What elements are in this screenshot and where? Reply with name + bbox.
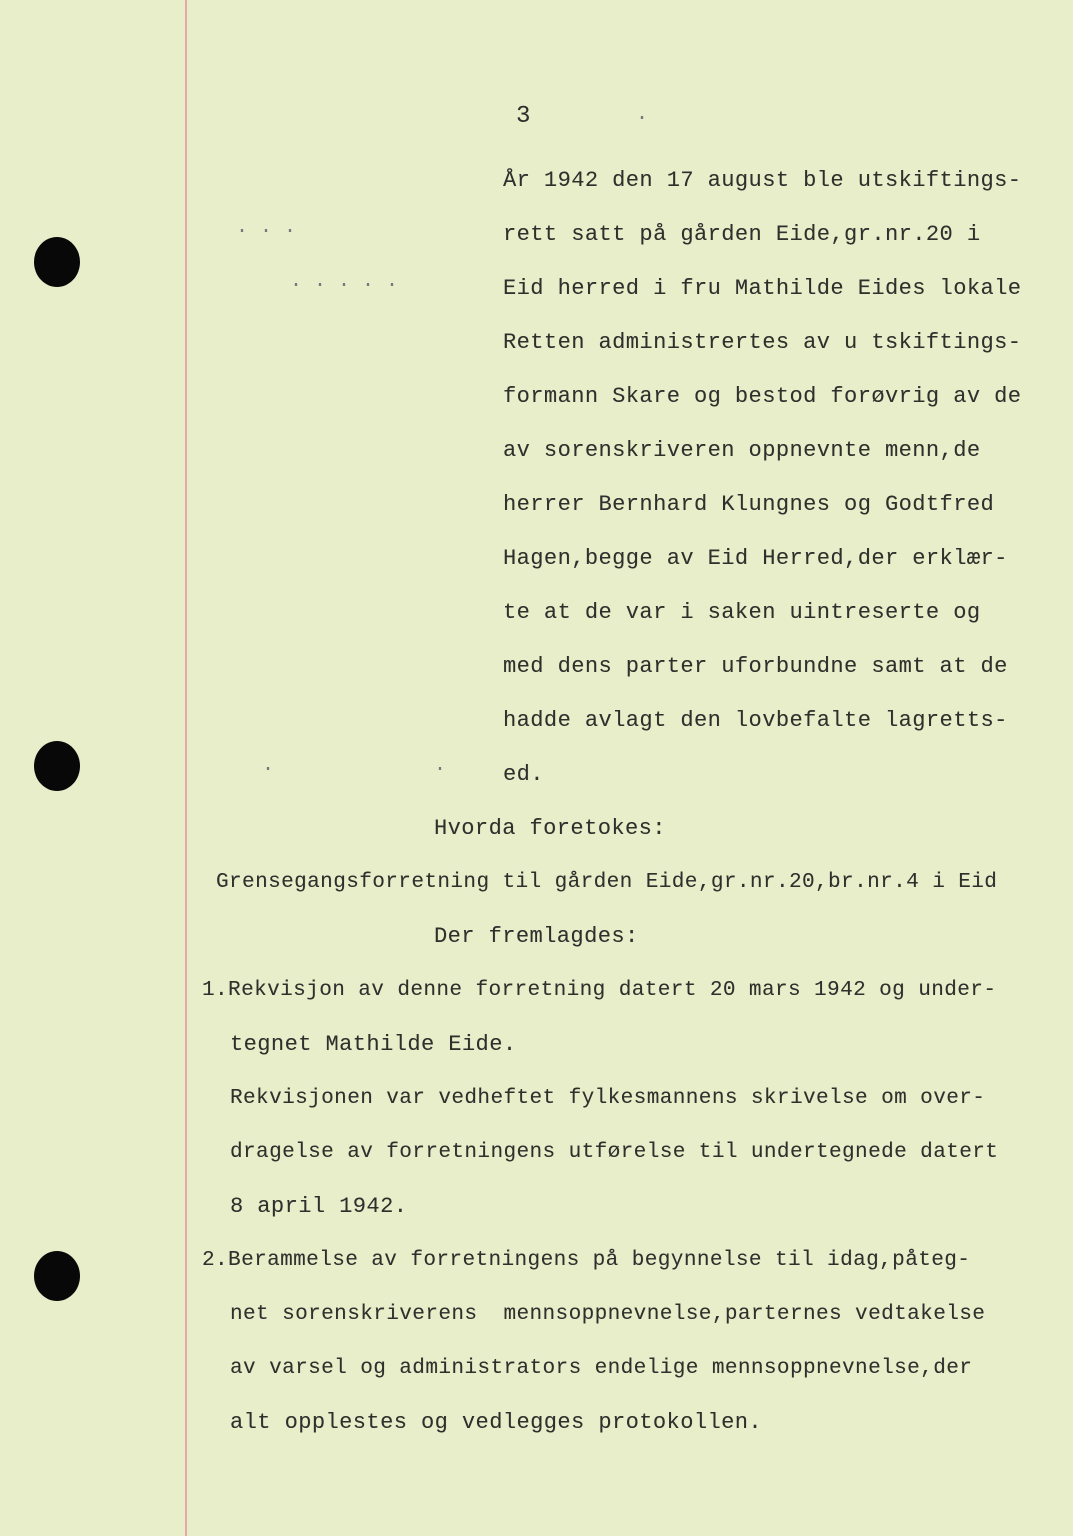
section-heading-foretokes: Hvorda foretokes: bbox=[434, 816, 666, 841]
punch-hole-top bbox=[34, 237, 80, 287]
text-line-22: net sorenskriverens mennsoppnevnelse,parternes vedtakelse bbox=[230, 1303, 986, 1326]
page-number: 3 bbox=[516, 103, 531, 130]
section-heading-fremlagdes: Der fremlagdes: bbox=[434, 924, 639, 949]
text-line-3: Eid herred i fru Mathilde Eides lokale bbox=[503, 276, 1022, 301]
top-mark: . bbox=[636, 103, 649, 126]
text-line-11: hadde avlagt den lovbefalte lagretts- bbox=[503, 708, 1008, 733]
text-line-17: tegnet Mathilde Eide. bbox=[230, 1032, 517, 1057]
text-line-1: År 1942 den 17 august ble utskiftings- bbox=[503, 168, 1022, 193]
text-line-18: Rekvisjonen var vedheftet fylkesmannens skrivelse om over- bbox=[230, 1087, 986, 1110]
left-mark-2: . . . . . bbox=[290, 270, 399, 293]
text-line-6: av sorenskriveren oppnevnte menn,de bbox=[503, 438, 981, 463]
punch-hole-middle bbox=[34, 741, 80, 791]
text-line-4: Retten administrertes av u tskiftings- bbox=[503, 330, 1022, 355]
punch-hole-bottom bbox=[34, 1251, 80, 1301]
text-line-19: dragelse av forretningens utførelse til undertegnede datert bbox=[230, 1141, 999, 1164]
text-line-14: Grensegangsforretning til gården Eide,gr.nr.20,br.nr.4 i Eid bbox=[216, 871, 998, 894]
text-line-8: Hagen,begge av Eid Herred,der erklær- bbox=[503, 546, 1008, 571]
text-line-20: 8 april 1942. bbox=[230, 1194, 408, 1219]
text-line-5: formann Skare og bestod forøvrig av de bbox=[503, 384, 1022, 409]
text-line-9: te at de var i saken uintreserte og bbox=[503, 600, 981, 625]
red-margin-line bbox=[185, 0, 187, 1536]
left-mark-3: . bbox=[262, 754, 275, 777]
list-item-2: 2.Berammelse av forretningens på begynnelse til idag,påteg- bbox=[202, 1249, 971, 1272]
text-line-10: med dens parter uforbundne samt at de bbox=[503, 654, 1008, 679]
text-line-24: alt opplestes og vedlegges protokollen. bbox=[230, 1410, 763, 1435]
left-mark-1: . . . bbox=[236, 216, 297, 239]
list-item-1: 1.Rekvisjon av denne forretning datert 20 mars 1942 og under- bbox=[202, 979, 997, 1002]
left-mark-4: . bbox=[434, 754, 447, 777]
text-line-7: herrer Bernhard Klungnes og Godtfred bbox=[503, 492, 995, 517]
text-line-12: ed. bbox=[503, 762, 544, 787]
text-line-2: rett satt på gården Eide,gr.nr.20 i bbox=[503, 222, 981, 247]
text-line-23: av varsel og administrators endelige mennsoppnevnelse,der bbox=[230, 1357, 973, 1380]
